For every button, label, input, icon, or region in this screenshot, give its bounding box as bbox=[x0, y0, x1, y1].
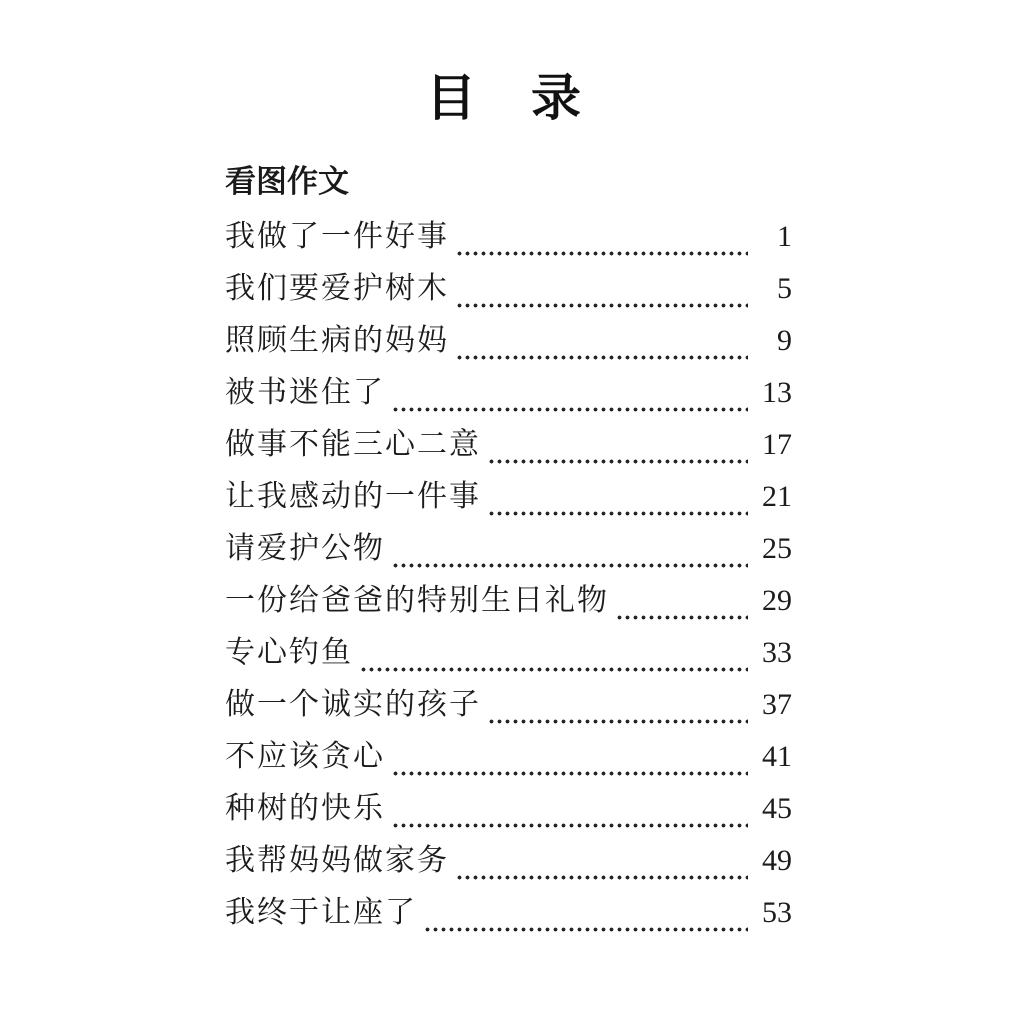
toc-entry bbox=[225, 211, 792, 263]
dotted-leader bbox=[457, 250, 748, 257]
toc-entry-title: 我帮妈妈做家务 bbox=[225, 843, 449, 878]
dotted-leader bbox=[489, 458, 748, 465]
section-heading: 看图作文 bbox=[225, 164, 349, 199]
dotted-leader bbox=[393, 406, 748, 413]
toc-entry-title: 让我感动的一件事 bbox=[225, 479, 481, 514]
dotted-leader bbox=[361, 666, 748, 673]
toc-entry-page-number: 41 bbox=[762, 740, 792, 773]
toc-entry bbox=[225, 523, 792, 575]
toc-entry-title: 请爱护公物 bbox=[225, 531, 385, 566]
dotted-leader bbox=[489, 510, 748, 517]
toc-entry bbox=[225, 471, 792, 523]
toc-entry-page-number: 25 bbox=[762, 532, 792, 565]
toc-entry-page-number: 1 bbox=[777, 220, 792, 253]
toc-list bbox=[225, 211, 792, 939]
dotted-leader bbox=[425, 926, 748, 933]
toc-entry-page-number: 45 bbox=[762, 792, 792, 825]
toc-entry bbox=[225, 263, 792, 315]
toc-entry-title: 做一个诚实的孩子 bbox=[225, 687, 481, 722]
toc-entry bbox=[225, 315, 792, 367]
toc-entry bbox=[225, 419, 792, 471]
toc-entry-title: 不应该贪心 bbox=[225, 739, 385, 774]
toc-entry bbox=[225, 887, 792, 939]
toc-entry-title: 做事不能三心二意 bbox=[225, 427, 481, 462]
toc-entry-page-number: 49 bbox=[762, 844, 792, 877]
toc-entry-page-number: 33 bbox=[762, 636, 792, 669]
toc-entry-title: 我终于让座了 bbox=[225, 895, 417, 930]
toc-entry-page-number: 29 bbox=[762, 584, 792, 617]
toc-entry bbox=[225, 627, 792, 679]
toc-entry bbox=[225, 575, 792, 627]
dotted-leader bbox=[457, 874, 748, 881]
toc-entry-title: 被书迷住了 bbox=[225, 375, 385, 410]
toc-entry bbox=[225, 783, 792, 835]
toc-entry-page-number: 17 bbox=[762, 428, 792, 461]
dotted-leader bbox=[457, 302, 748, 309]
dotted-leader bbox=[393, 562, 748, 569]
toc-entry-title: 照顾生病的妈妈 bbox=[225, 323, 449, 358]
toc-entry-title: 一份给爸爸的特别生日礼物 bbox=[225, 583, 609, 618]
toc-entry-title: 种树的快乐 bbox=[225, 791, 385, 826]
toc-entry-title: 专心钓鱼 bbox=[225, 635, 353, 670]
toc-entry bbox=[225, 835, 792, 887]
toc-entry-page-number: 5 bbox=[777, 272, 792, 305]
dotted-leader bbox=[489, 718, 748, 725]
toc-entry-title: 我们要爱护树木 bbox=[225, 271, 449, 306]
toc-entry bbox=[225, 367, 792, 419]
toc-entry bbox=[225, 731, 792, 783]
toc-entry-title: 我做了一件好事 bbox=[225, 219, 449, 254]
dotted-leader bbox=[393, 822, 748, 829]
toc-entry-page-number: 37 bbox=[762, 688, 792, 721]
toc-entry-page-number: 53 bbox=[762, 896, 792, 929]
dotted-leader bbox=[393, 770, 748, 777]
toc-entry-page-number: 21 bbox=[762, 480, 792, 513]
toc-entry bbox=[225, 679, 792, 731]
page-title: 目 录 bbox=[426, 70, 591, 126]
toc-entry-page-number: 13 bbox=[762, 376, 792, 409]
dotted-leader bbox=[617, 614, 748, 621]
dotted-leader bbox=[457, 354, 748, 361]
toc-entry-page-number: 9 bbox=[777, 324, 792, 357]
